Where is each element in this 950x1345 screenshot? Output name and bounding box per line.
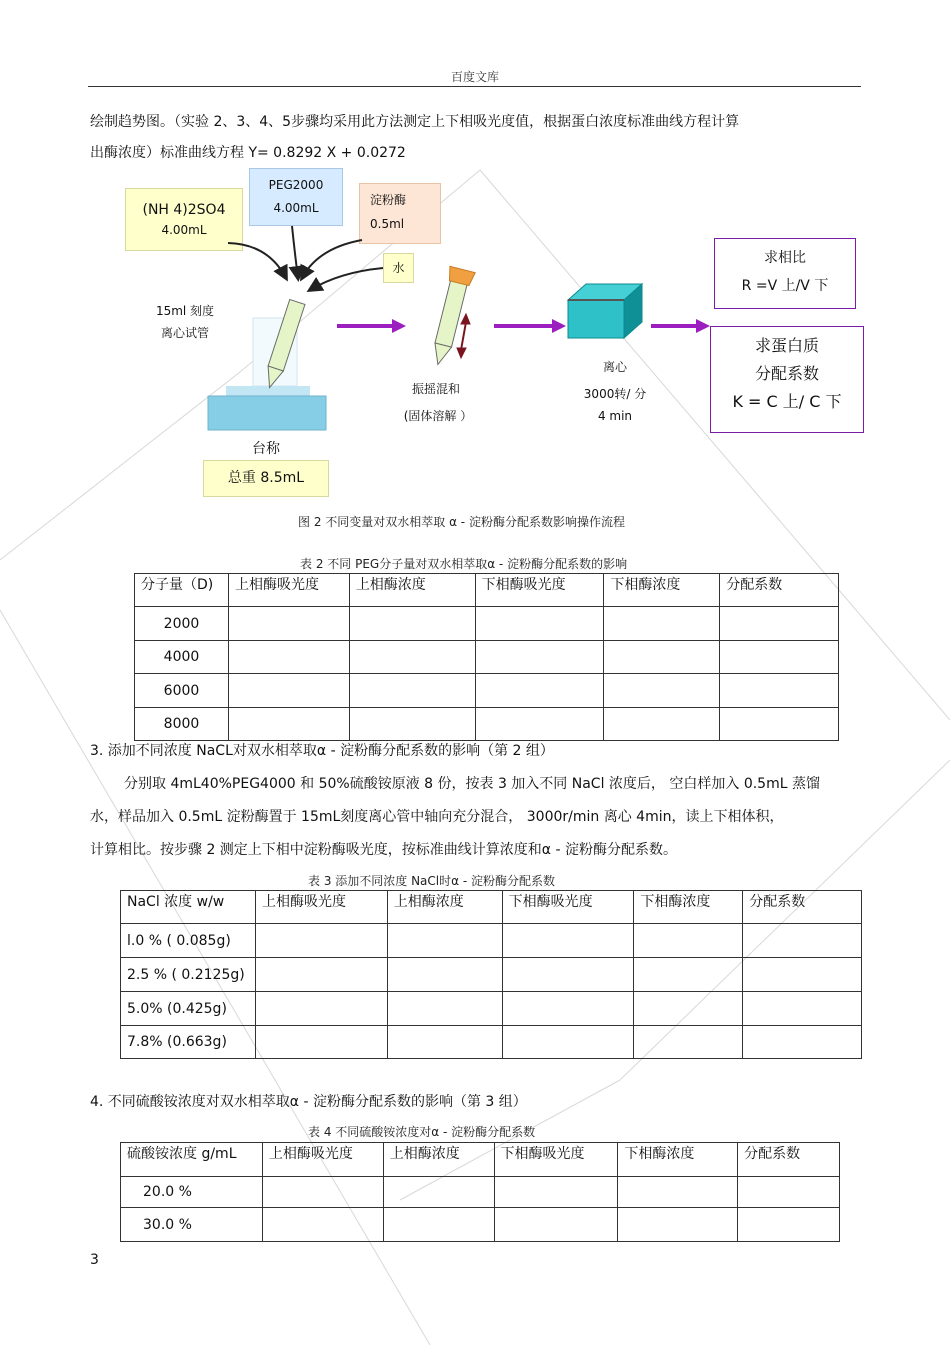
tube-label-1: 15ml 刻度 (155, 304, 215, 318)
section3-title: 3. 添加不同浓度 NaCL对双水相萃取α - 淀粉酶分配系数的影响（第 2 组） (90, 743, 554, 759)
table2-row-label: 2000 (135, 607, 229, 641)
arrow-water (310, 268, 383, 290)
phase-ratio-box (714, 238, 856, 309)
table2 (134, 573, 839, 741)
table3-row-label: l.0 % ( 0.085g) (121, 924, 256, 958)
table-row (135, 607, 839, 641)
section3-paragraph-2: 水，样品加入 0.5mL 淀粉酶置于 15mL刻度离心管中轴向充分混合， 3000r/min 离心 4min，读上下相体积， (90, 809, 784, 825)
shake-label-1: 振摇混和 (411, 382, 460, 396)
section3-paragraph-3: 计算相比。按步骤 2 测定上下相中淀粉酶吸光度，按标准曲线计算浓度和α - 淀粉酶分配系数。 (90, 842, 677, 858)
balance-icon (208, 318, 326, 430)
table3-row-label: 7.8% (0.663g) (121, 1026, 256, 1059)
table4-header-row (121, 1143, 840, 1177)
header-title: 百度文库 (450, 70, 499, 84)
amylase-box (359, 183, 441, 244)
table-row (121, 924, 862, 958)
table3-row-label: 2.5 % ( 0.2125g) (121, 958, 256, 992)
table-row (121, 1208, 840, 1242)
table3-header: 分配系数 (743, 891, 862, 924)
ammonium-amount: 4.00mL (161, 223, 207, 237)
peg-amount: 4.00mL (273, 201, 319, 215)
table-row (135, 674, 839, 708)
table3-caption: 表 3 添加不同浓度 NaCl时α - 淀粉酶分配系数 (308, 874, 555, 888)
table3-header-row (121, 891, 862, 924)
table3-header: 下相酶吸光度 (502, 891, 634, 924)
table2-header: 分子量（D) (135, 574, 229, 607)
total-weight-box: 总重 8.5mL (203, 460, 329, 497)
table3-header: NaCl 浓度 w/w (121, 891, 256, 924)
partition-formula: K = C 上/ C 下 (732, 392, 842, 411)
centrifuge-label-1: 离心 (602, 360, 627, 374)
peg-name: PEG2000 (268, 178, 324, 192)
purple-arrow-1 (337, 319, 406, 333)
amylase-name: 淀粉酶 (370, 193, 407, 207)
peg-box (249, 168, 343, 226)
table4-header: 下相酶浓度 (618, 1143, 738, 1177)
table-row (121, 992, 862, 1026)
table4-header: 下相酶吸光度 (494, 1143, 618, 1177)
intro-line-1: 绘制趋势图。（实验 2、3、4、5步骤均采用此方法测定上下相吸光度值，根据蛋白浓度标准曲线方程计算 (90, 114, 740, 130)
partition-title-1: 求蛋白质 (754, 336, 819, 355)
table2-row-label: 4000 (135, 641, 229, 674)
centrifuge-label-2: 3000转/ 分 (583, 387, 647, 401)
centrifuge-tube-icon (262, 299, 305, 390)
ammonium-formula: (NH 4)2SO4 (142, 202, 226, 218)
table4-header: 硫酸铵浓度 g/mL (121, 1143, 263, 1177)
section4-title: 4. 不同硫酸铵浓度对双水相萃取α - 淀粉酶分配系数的影响（第 3 组） (90, 1094, 527, 1110)
table4-header: 分配系数 (738, 1143, 840, 1177)
arrow-peg (292, 226, 298, 278)
table4-row-label: 30.0 % (121, 1208, 263, 1242)
table-row (121, 958, 862, 992)
table3-header: 下相酶浓度 (634, 891, 743, 924)
centrifuge-label-3: 4 min (597, 409, 633, 423)
header-rule (88, 86, 861, 87)
ammonium-sulfate-box (125, 188, 243, 251)
table2-header-row (135, 574, 839, 607)
table4-caption: 表 4 不同硫酸铵浓度对α - 淀粉酶分配系数 (308, 1125, 536, 1139)
table-row (135, 708, 839, 741)
table4-header: 上相酶浓度 (383, 1143, 494, 1177)
purple-arrow-3 (651, 319, 710, 333)
figure-caption: 图 2 不同变量对双水相萃取 α - 淀粉酶分配系数影响操作流程 (298, 515, 625, 529)
phase-ratio-formula: R =V 上/V 下 (741, 278, 829, 294)
table4 (120, 1142, 840, 1242)
page-number: 3 (90, 1252, 99, 1268)
table3-header: 上相酶吸光度 (255, 891, 387, 924)
table2-row-label: 8000 (135, 708, 229, 741)
table3-header: 上相酶浓度 (387, 891, 502, 924)
centrifuge-icon (568, 284, 642, 338)
water-box: 水 (383, 253, 414, 283)
table4-row-label: 20.0 % (121, 1177, 263, 1208)
shaking-tube-icon (426, 266, 475, 367)
purple-arrow-2 (494, 319, 566, 333)
table-row (121, 1177, 840, 1208)
table4-header: 上相酶吸光度 (262, 1143, 383, 1177)
partition-coefficient-box (710, 326, 864, 433)
table2-header: 分配系数 (720, 574, 839, 607)
table2-header: 上相酶吸光度 (228, 574, 349, 607)
table2-header: 下相酶吸光度 (475, 574, 604, 607)
table3 (120, 890, 862, 1059)
tube-label-2: 离心试管 (160, 326, 209, 340)
arrow-amylase (302, 240, 362, 278)
shake-label-2: (固体溶解 ） (403, 409, 473, 423)
table2-caption: 表 2 不同 PEG分子量对双水相萃取α - 淀粉酶分配系数的影响 (300, 557, 628, 571)
phase-ratio-title: 求相比 (764, 250, 806, 266)
scale-label: 台称 (252, 441, 280, 457)
table3-row-label: 5.0% (0.425g) (121, 992, 256, 1026)
table-row (135, 641, 839, 674)
table2-header: 上相酶浓度 (349, 574, 475, 607)
table-row (121, 1026, 862, 1059)
section3-paragraph-1: 分别取 4mL40%PEG4000 和 50%硫酸铵原液 8 份，按表 3 加入不同 NaCl 浓度后， 空白样加入 0.5mL 蒸馏 (124, 776, 820, 792)
partition-title-2: 分配系数 (754, 364, 819, 383)
amylase-amount: 0.5ml (370, 217, 405, 231)
shake-direction-arrow (457, 314, 470, 358)
table2-row-label: 6000 (135, 674, 229, 708)
table2-header: 下相酶浓度 (604, 574, 720, 607)
intro-line-2: 出酶浓度）标准曲线方程 Y= 0.8292 X + 0.0272 (90, 145, 406, 161)
